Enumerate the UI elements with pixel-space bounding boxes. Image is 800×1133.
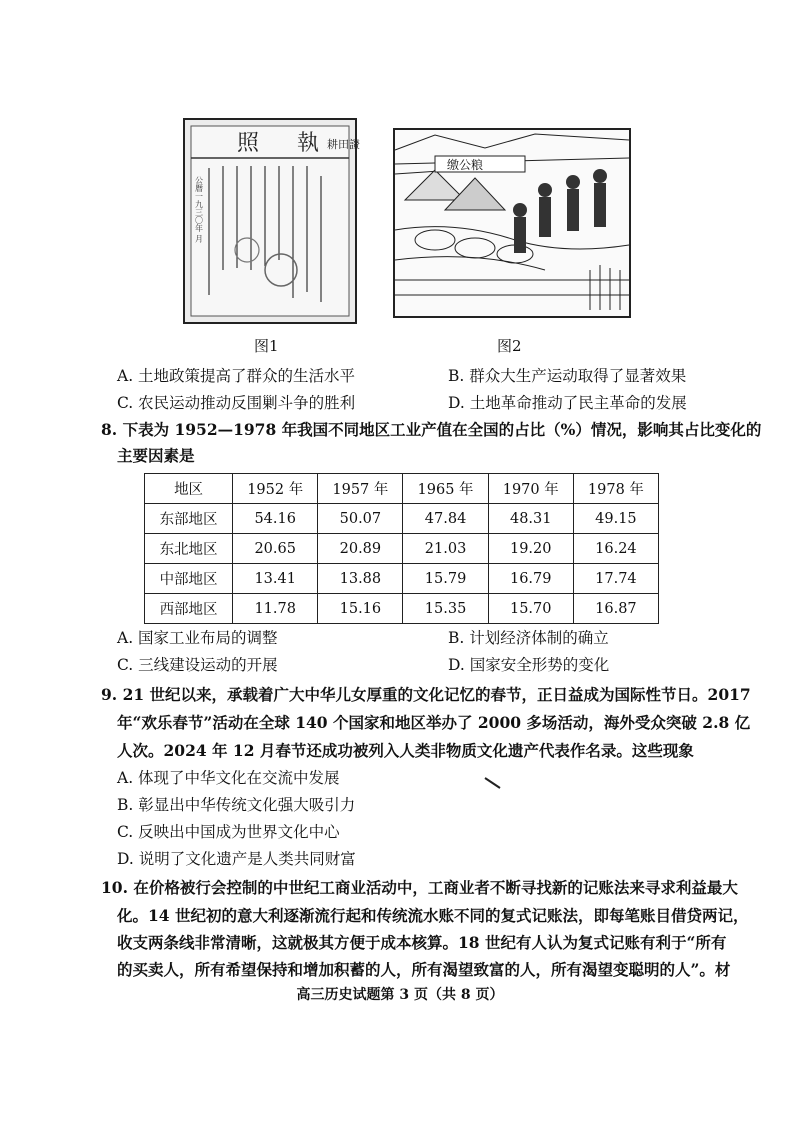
table-cell: 47.84 bbox=[403, 504, 488, 534]
table-row bbox=[145, 564, 659, 594]
table-header-cell: 1978 年 bbox=[573, 474, 658, 504]
table-cell: 16.87 bbox=[573, 594, 658, 624]
table-cell: 48.31 bbox=[488, 504, 573, 534]
figure-2-caption: 图2 bbox=[497, 337, 522, 355]
table-cell: 49.15 bbox=[573, 504, 658, 534]
table-header-cell: 地区 bbox=[145, 474, 233, 504]
q8-stem-line-2: 主要因素是 bbox=[117, 446, 195, 465]
table-cell: 西部地区 bbox=[145, 594, 233, 624]
certificate-date: 公曆一九三〇年 月 bbox=[194, 176, 204, 243]
table-row bbox=[145, 534, 659, 564]
table-cell: 21.03 bbox=[403, 534, 488, 564]
q8-stem-line-1: 8. 下表为 1952—1978 年我国不同地区工业产值在全国的占比（%）情况，影响其占比变化的 bbox=[101, 420, 762, 439]
table-header-cell: 1952 年 bbox=[233, 474, 318, 504]
table-cell: 19.20 bbox=[488, 534, 573, 564]
q9-option-a: A. 体现了中华文化在交流中发展 bbox=[117, 769, 340, 787]
table-cell: 16.24 bbox=[573, 534, 658, 564]
q8-option-c: C. 三线建设运动的开展 bbox=[117, 656, 278, 674]
page-footer: 高三历史试题第 3 页（共 8 页） bbox=[296, 987, 504, 1003]
land-certificate-image bbox=[185, 120, 360, 322]
table-cell: 50.07 bbox=[318, 504, 403, 534]
table-cell: 16.79 bbox=[488, 564, 573, 594]
table-cell: 15.35 bbox=[403, 594, 488, 624]
q7-option-d: D. 土地革命推动了民主革命的发展 bbox=[448, 394, 687, 412]
table-header-cell: 1957 年 bbox=[318, 474, 403, 504]
table-cell: 中部地区 bbox=[145, 564, 233, 594]
q10-stem-line-4: 的买卖人，所有希望保持和增加积蓄的人，所有渴望致富的人，所有渴望变聪明的人”。材 bbox=[117, 960, 731, 979]
q8-option-a: A. 国家工业布局的调整 bbox=[117, 629, 278, 647]
table-cell: 13.41 bbox=[233, 564, 318, 594]
q7-option-b: B. 群众大生产运动取得了显著效果 bbox=[448, 367, 687, 385]
table-cell: 东部地区 bbox=[145, 504, 233, 534]
q10-stem-line-1: 10. 在价格被行会控制的中世纪工商业活动中，工商业者不断寻找新的记账法来寻求利益最大 bbox=[101, 878, 738, 897]
q9-option-d: D. 说明了文化遗产是人类共同财富 bbox=[117, 850, 356, 868]
q7-option-a: A. 土地政策提高了群众的生活水平 bbox=[117, 367, 356, 385]
table-cell: 54.16 bbox=[233, 504, 318, 534]
q9-stem-line-2: 年“欢乐春节”活动在全球 140 个国家和地区举办了 2000 多场活动，海外受众突破 2.8 亿 bbox=[117, 713, 751, 732]
table-cell: 20.65 bbox=[233, 534, 318, 564]
figure-1-caption: 图1 bbox=[254, 337, 279, 355]
table-cell: 17.74 bbox=[573, 564, 658, 594]
table-cell: 15.70 bbox=[488, 594, 573, 624]
table-cell: 15.79 bbox=[403, 564, 488, 594]
table-header-row bbox=[145, 474, 659, 504]
q10-stem-line-3: 收支两条线非常清晰，这就极其方便于成本核算。18 世纪有人认为复式记账有利于“所有 bbox=[117, 933, 727, 952]
certificate-heading-left: 執 bbox=[297, 131, 320, 156]
q9-stem-line-1: 9. 21 世纪以来，承载着广大中华儿女厚重的文化记忆的春节，正日益成为国际性节日。2017 bbox=[101, 685, 751, 704]
q8-option-d: D. 国家安全形势的变化 bbox=[448, 656, 610, 674]
industrial-output-table bbox=[144, 473, 659, 624]
table-cell: 13.88 bbox=[318, 564, 403, 594]
pen-mark bbox=[484, 776, 502, 790]
q9-stem-line-3: 人次。2024 年 12 月春节还成功被列入人类非物质文化遗产代表作名录。这些现象 bbox=[117, 741, 694, 760]
table-header-cell: 1970 年 bbox=[488, 474, 573, 504]
figure-1-land-certificate bbox=[183, 118, 360, 324]
q10-stem-line-2: 化。14 世纪初的意大利逐渐流行起和传统流水账不同的复式记账法，即每笔账目借贷两记， bbox=[117, 906, 749, 925]
table-row bbox=[145, 504, 659, 534]
table-cell: 东北地区 bbox=[145, 534, 233, 564]
q8-option-b: B. 计划经济体制的确立 bbox=[448, 629, 609, 647]
woodcut-banner-text: 缴公粮 bbox=[447, 158, 484, 172]
certificate-heading-right: 照 bbox=[237, 131, 260, 156]
figure-2-grain-delivery-woodcut bbox=[393, 128, 631, 318]
q9-option-c: C. 反映出中国成为世界文化中心 bbox=[117, 823, 340, 841]
q9-option-b: B. 彰显出中华传统文化强大吸引力 bbox=[117, 796, 356, 814]
table-row bbox=[145, 594, 659, 624]
table-cell: 20.89 bbox=[318, 534, 403, 564]
table-header-cell: 1965 年 bbox=[403, 474, 488, 504]
table-cell: 15.16 bbox=[318, 594, 403, 624]
woodcut-image bbox=[395, 130, 629, 316]
table-cell: 11.78 bbox=[233, 594, 318, 624]
certificate-side-title: 耕田證 bbox=[327, 138, 360, 151]
q7-option-c: C. 农民运动推动反围剿斗争的胜利 bbox=[117, 394, 356, 412]
